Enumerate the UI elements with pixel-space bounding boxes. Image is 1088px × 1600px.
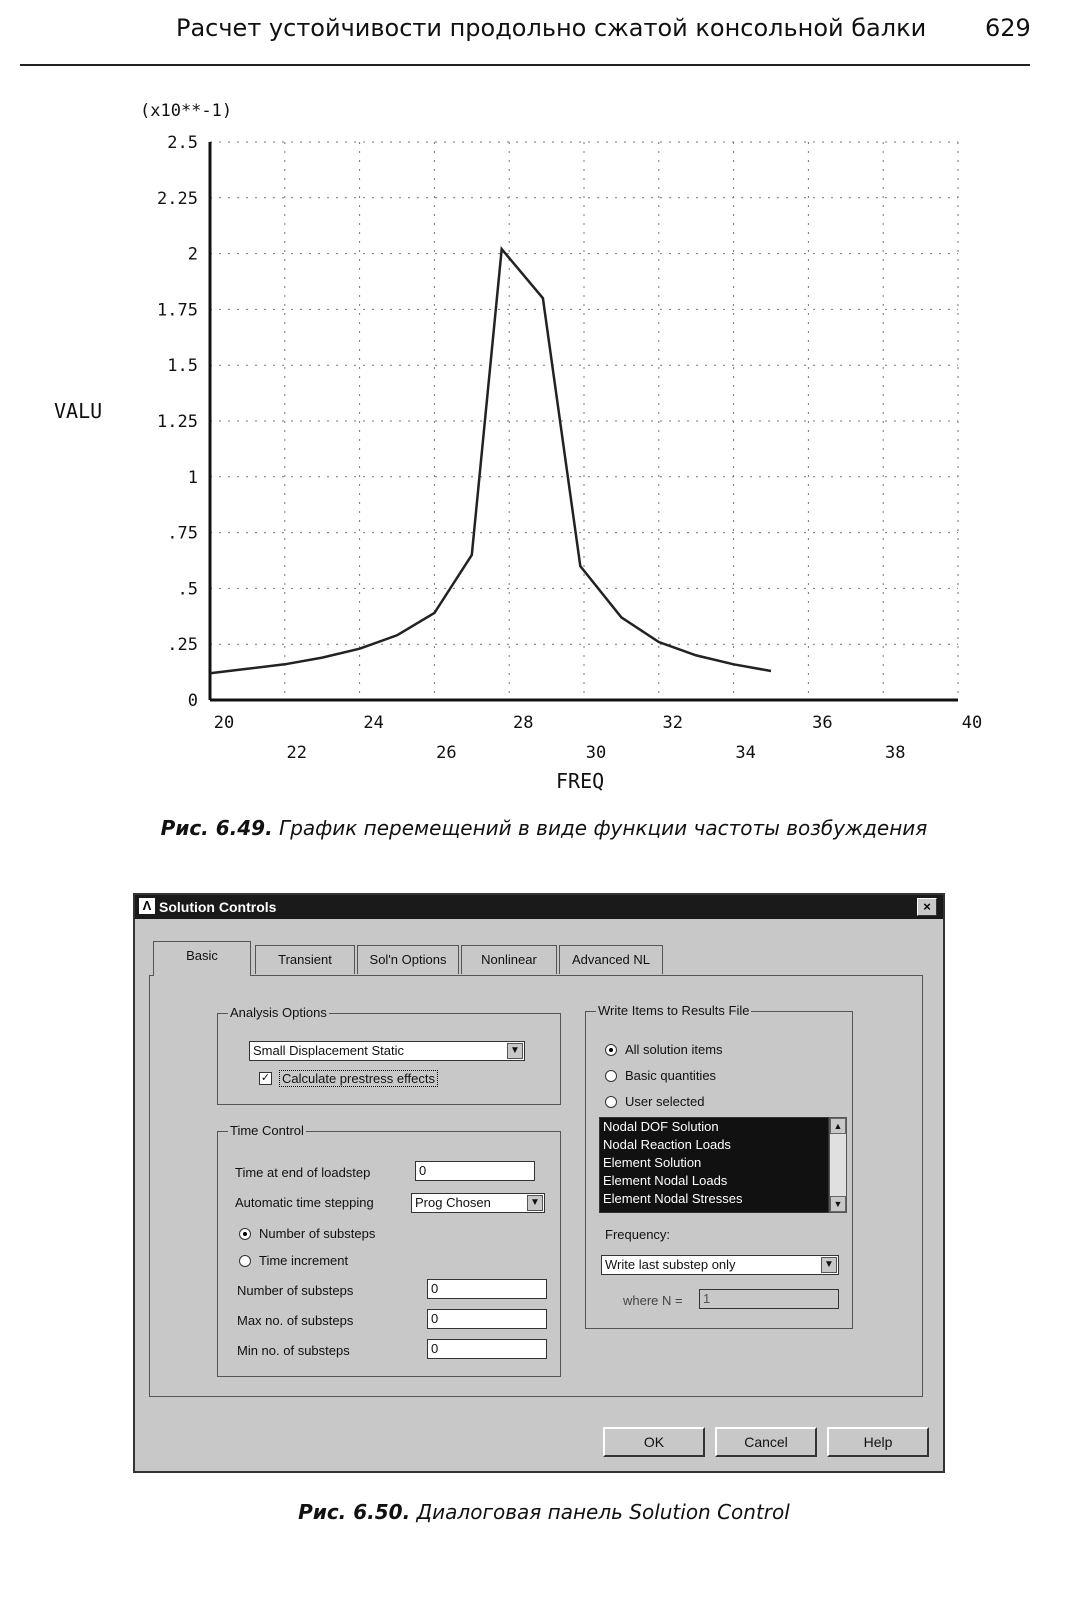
all-items-radio[interactable] (605, 1044, 617, 1056)
tab-basic[interactable]: Basic (153, 941, 251, 976)
x-tick-labels (214, 713, 982, 763)
x-tick-label: 20 (213, 713, 235, 733)
x-tick-label: 28 (512, 713, 534, 733)
max-substeps-label: Max no. of substeps (237, 1313, 354, 1328)
y-tick-label: 0 (187, 691, 198, 711)
substeps-radio-label: Number of substeps (259, 1226, 376, 1241)
y-tick-label: 2 (187, 244, 198, 265)
close-icon[interactable]: × (917, 898, 937, 916)
chevron-down-icon[interactable]: ▼ (821, 1257, 837, 1273)
group-title: Time Control (230, 1123, 304, 1138)
min-substeps-label: Min no. of substeps (237, 1343, 350, 1358)
figure-caption-649 (0, 816, 1088, 840)
caption-number: Рис. 6.50. (298, 1500, 411, 1524)
chart-grid (210, 142, 958, 700)
x-tick-label: 32 (662, 713, 684, 733)
frequency-select[interactable] (601, 1255, 839, 1275)
x-tick-label: 24 (363, 713, 384, 733)
tab-soln-options[interactable]: Sol'n Options (357, 945, 459, 974)
x-axis-label: FREQ (556, 769, 605, 793)
auto-time-stepping-value: Prog Chosen (415, 1195, 491, 1210)
num-substeps-input[interactable]: 0 (427, 1279, 547, 1299)
caption-text: График перемещений в виде функции частоты возбуждения (272, 816, 928, 840)
scroll-down-icon[interactable]: ▼ (830, 1196, 846, 1212)
series-line (210, 249, 771, 673)
chevron-down-icon[interactable]: ▼ (507, 1043, 523, 1059)
user-selected-radio[interactable] (605, 1096, 617, 1108)
ansys-logo-icon: Λ (139, 898, 155, 914)
time-increment-radio-label: Time increment (259, 1253, 349, 1268)
y-scale-note: (x10**-1) (140, 101, 233, 121)
result-items-listbox[interactable] (599, 1117, 829, 1213)
analysis-type-select[interactable] (249, 1041, 525, 1061)
x-tick-label: 22 (286, 743, 308, 763)
chevron-down-icon[interactable]: ▼ (527, 1195, 543, 1211)
group-title: Analysis Options (230, 1005, 327, 1020)
list-item[interactable]: Element Nodal Stresses (603, 1191, 743, 1206)
dialog-title: Solution Controls (159, 899, 277, 915)
end-time-label: Time at end of loadstep (235, 1165, 371, 1180)
y-tick-label: 1.75 (157, 300, 198, 321)
max-substeps-input[interactable]: 0 (427, 1309, 547, 1329)
basic-quantities-radio[interactable] (605, 1070, 617, 1082)
y-tick-label: 1.5 (167, 356, 198, 377)
all-items-label: All solution items (625, 1042, 723, 1057)
num-substeps-label: Number of substeps (237, 1283, 354, 1298)
page-header-title: Расчет устойчивости продольно сжатой консольной балки (176, 14, 927, 42)
page-number: 629 (985, 14, 1031, 42)
y-tick-label: 2.5 (167, 133, 198, 153)
x-tick-label: 34 (735, 743, 756, 763)
where-n-input[interactable]: 1 (699, 1289, 839, 1309)
y-tick-label: .25 (167, 635, 198, 656)
x-tick-label: 30 (585, 743, 607, 763)
y-tick-label: .75 (167, 523, 198, 544)
tab-nonlinear[interactable]: Nonlinear (461, 945, 557, 974)
list-item[interactable]: Element Solution (603, 1155, 702, 1170)
cancel-button[interactable]: Cancel (715, 1427, 817, 1457)
x-tick-label: 36 (812, 713, 833, 733)
scroll-up-icon[interactable]: ▲ (830, 1118, 846, 1134)
time-increment-radio[interactable] (239, 1255, 251, 1267)
tab-advanced-nl[interactable]: Advanced NL (559, 945, 663, 974)
group-title: Write Items to Results File (598, 1003, 750, 1018)
min-substeps-input[interactable]: 0 (427, 1339, 547, 1359)
frequency-value: Write last substep only (605, 1257, 736, 1272)
ok-button[interactable]: OK (603, 1427, 705, 1457)
frequency-label: Frequency: (605, 1227, 671, 1242)
prestress-checkbox[interactable]: ✓ (260, 1072, 271, 1084)
y-tick-label: 2.25 (157, 188, 198, 209)
y-tick-label: .5 (177, 579, 198, 600)
x-tick-label: 40 (961, 713, 983, 733)
x-tick-label: 26 (436, 743, 457, 763)
user-selected-label: User selected (625, 1094, 705, 1109)
tab-transient[interactable]: Transient (255, 945, 355, 974)
auto-time-stepping-label: Automatic time stepping (235, 1195, 374, 1210)
where-n-label: where N = (623, 1293, 683, 1308)
prestress-label: Calculate prestress effects (279, 1070, 438, 1087)
list-item[interactable]: Element Nodal Loads (603, 1173, 728, 1188)
substeps-radio[interactable] (239, 1228, 251, 1240)
header-rule (20, 64, 1030, 66)
help-button[interactable]: Help (827, 1427, 929, 1457)
y-tick-label: 1 (187, 467, 198, 488)
basic-quantities-label: Basic quantities (625, 1068, 717, 1083)
list-item[interactable]: Nodal Reaction Loads (603, 1137, 731, 1152)
dialog-titlebar (135, 895, 943, 919)
analysis-type-value: Small Displacement Static (253, 1043, 404, 1058)
y-tick-labels (157, 133, 198, 711)
displacement-frequency-chart (0, 90, 1088, 810)
auto-time-stepping-select[interactable] (411, 1193, 545, 1213)
listbox-scrollbar[interactable] (829, 1117, 847, 1213)
caption-text: Диалоговая панель Solution Control (410, 1500, 790, 1524)
x-tick-label: 38 (884, 743, 906, 763)
end-time-input[interactable]: 0 (415, 1161, 535, 1181)
figure-caption-650 (0, 1500, 1088, 1524)
y-axis-label: VALU (54, 399, 103, 423)
caption-number: Рис. 6.49. (160, 816, 273, 840)
list-item[interactable]: Nodal DOF Solution (603, 1119, 719, 1134)
solution-controls-dialog (133, 893, 945, 1473)
y-tick-label: 1.25 (157, 412, 198, 432)
